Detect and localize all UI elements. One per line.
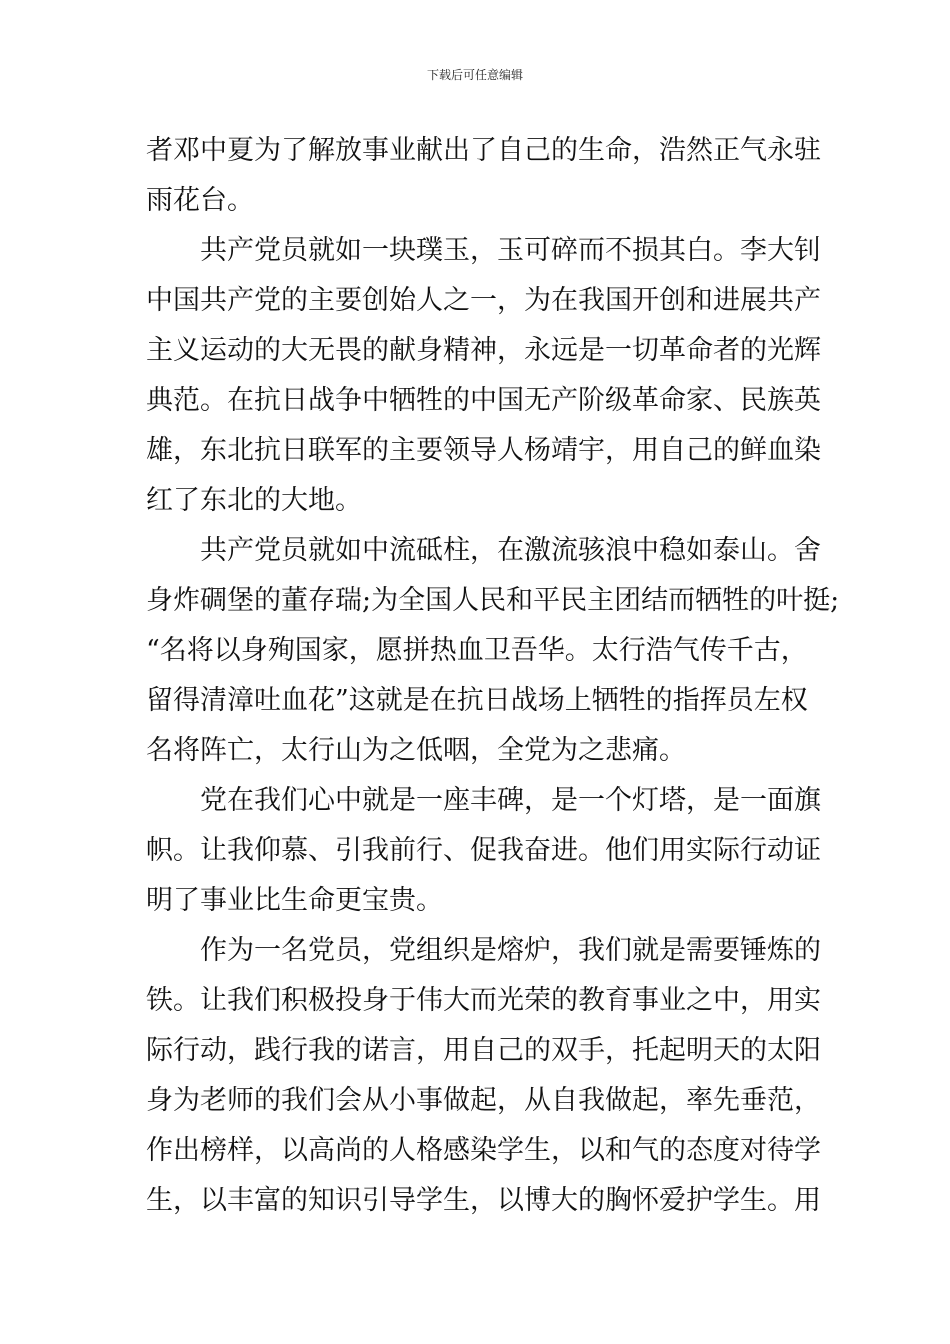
text-line: 共产党员就如一块璞玉，玉可碎而不损其白。李大钊 <box>200 235 821 266</box>
text-line: “名将以身殉国家，愿拼热血卫吾华。太行浩气传千古， <box>146 635 808 666</box>
text-line: 帜。让我仰慕、引我前行、促我奋进。他们用实际行动证 <box>146 835 821 866</box>
text-line: 典范。在抗日战争中牺牲的中国无产阶级革命家、民族英 <box>146 385 821 416</box>
text-line: 身为老师的我们会从小事做起，从自我做起，率先垂范， <box>146 1085 821 1116</box>
text-line: 名将阵亡，太行山为之低咽，全党为之悲痛。 <box>146 735 686 766</box>
text-line: 作出榜样，以高尚的人格感染学生，以和气的态度对待学 <box>146 1135 821 1166</box>
text-line: 雄，东北抗日联军的主要领导人杨靖宇，用自己的鲜血染 <box>146 435 821 466</box>
text-line: 雨花台。 <box>146 185 254 216</box>
text-line: 共产党员就如中流砥柱，在激流骇浪中稳如泰山。舍 <box>200 535 821 566</box>
document-body <box>146 126 840 1226</box>
text-line: 中国共产党的主要创始人之一，为在我国开创和进展共产 <box>146 285 821 316</box>
text-line: 留得清漳吐血花”这就是在抗日战场上牺牲的指挥员左权 <box>146 685 808 716</box>
text-line: 红了东北的大地。 <box>146 485 362 516</box>
text-line: 主义运动的大无畏的献身精神，永远是一切革命者的光辉 <box>146 335 821 366</box>
text-line: 者邓中夏为了解放事业献出了自己的生命，浩然正气永驻 <box>146 135 821 166</box>
text-line: 生，以丰富的知识引导学生，以博大的胸怀爱护学生。用 <box>146 1185 821 1216</box>
page-header-note: 下载后可任意编辑 <box>426 68 523 82</box>
text-line: 际行动，践行我的诺言，用自己的双手，托起明天的太阳 <box>146 1035 821 1066</box>
text-line: 明了事业比生命更宝贵。 <box>146 885 443 916</box>
text-line: 身炸碉堡的董存瑞;为全国人民和平民主团结而牺牲的叶挺; <box>146 585 840 616</box>
text-line: 铁。让我们积极投身于伟大而光荣的教育事业之中，用实 <box>146 985 821 1016</box>
text-line: 党在我们心中就是一座丰碑，是一个灯塔，是一面旗 <box>200 785 821 816</box>
text-line: 作为一名党员，党组织是熔炉，我们就是需要锤炼的 <box>200 935 821 966</box>
